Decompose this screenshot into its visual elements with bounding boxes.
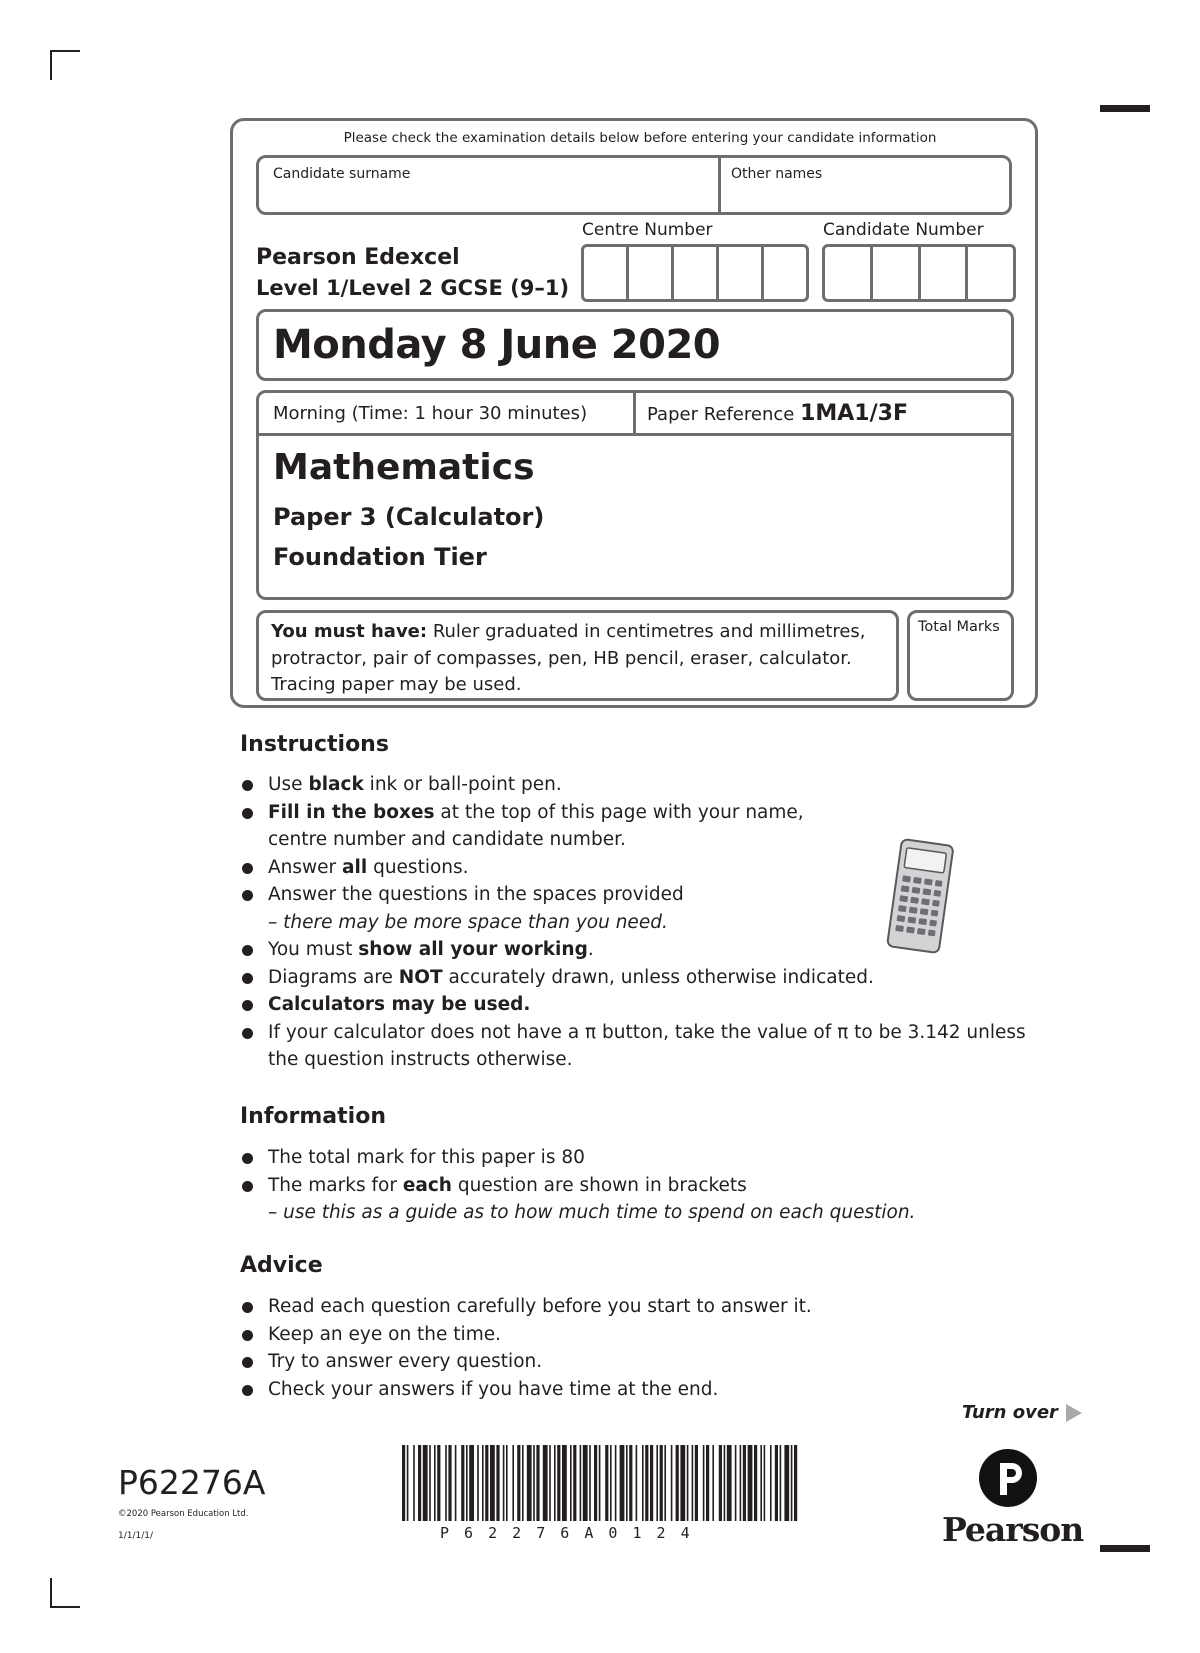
barcode-bar (671, 1445, 673, 1521)
barcode-bar (724, 1445, 726, 1521)
advice-title: Advice (240, 1253, 323, 1278)
other-names-field[interactable]: Other names (731, 166, 823, 182)
tier-title: Foundation Tier (273, 543, 487, 571)
centre-number-digit[interactable] (584, 247, 629, 299)
centre-number-digit[interactable] (674, 247, 719, 299)
barcode-bar (706, 1445, 709, 1521)
barcode-bar (620, 1445, 625, 1521)
crop-mark-bottom-left-h (50, 1606, 80, 1608)
barcode-bar (605, 1445, 608, 1521)
crop-mark-top-left-v (50, 50, 52, 80)
barcode-bar (650, 1445, 653, 1521)
barcode-bar (485, 1445, 488, 1521)
barcode-bar (615, 1445, 617, 1521)
exam-session: Morning (Time: 1 hour 30 minutes) (273, 403, 588, 424)
barcode-bar (712, 1445, 714, 1521)
list-item-continued: – use this as a guide as to how much time to spend on each question. (268, 1202, 916, 1223)
pearson-wordmark: Pearson (942, 1510, 1084, 1549)
list-item: Try to answer every question. (242, 1348, 812, 1376)
must-have-text (271, 619, 866, 699)
barcode-bar (503, 1445, 505, 1521)
must-have-box (256, 610, 899, 701)
must-have-line1: Ruler graduated in centimetres and millimetres, (427, 621, 866, 642)
barcode-bar (642, 1445, 644, 1521)
date-box (256, 309, 1014, 381)
barcode-bar (461, 1445, 464, 1521)
information-title: Information (240, 1104, 386, 1129)
barcode-bar (477, 1445, 479, 1521)
barcode-bar (413, 1445, 415, 1521)
turn-over (962, 1402, 1082, 1423)
exam-date: Monday 8 June 2020 (273, 322, 721, 368)
barcode-bar (557, 1445, 560, 1521)
list-item: Read each question carefully before you start to answer it. (242, 1293, 812, 1321)
name-box-divider (718, 158, 721, 212)
list-item: The total mark for this paper is 80 (242, 1144, 915, 1172)
barcode-bar (664, 1445, 666, 1521)
barcode-bar (794, 1445, 797, 1521)
candidate-number-boxes[interactable] (822, 244, 1016, 302)
barcode-bar (727, 1445, 732, 1521)
barcode-bar (599, 1445, 601, 1521)
crop-mark-bottom-left-v (50, 1578, 52, 1608)
barcode-bar (448, 1445, 451, 1521)
barcode-bar (423, 1445, 428, 1521)
centre-number-label: Centre Number (582, 220, 713, 240)
barcode-bar (490, 1445, 495, 1521)
candidate-number-digit[interactable] (968, 247, 1013, 299)
barcode-bar (791, 1445, 793, 1521)
barcode-bar (636, 1445, 638, 1521)
barcode-bar (703, 1445, 705, 1521)
barcode-bar (482, 1445, 484, 1521)
list-item: Keep an eye on the time. (242, 1321, 812, 1349)
barcode-bar (580, 1445, 582, 1521)
barcode-bar (680, 1445, 685, 1521)
must-have-line2: protractor, pair of compasses, pen, HB pencil, eraser, calculator. (271, 647, 852, 669)
barcode-bar (775, 1445, 778, 1521)
arrow-right-icon (1066, 1404, 1082, 1422)
barcode (402, 1445, 800, 1521)
list-item: Answer all questions. (242, 854, 1026, 882)
list-item: You must show all your working. (242, 936, 1026, 964)
barcode-bar (626, 1445, 628, 1521)
paper-title: Paper 3 (Calculator) (273, 503, 545, 531)
barcode-bar (740, 1445, 742, 1521)
list-item-continued: – there may be more space than you need. (268, 911, 668, 933)
barcode-bar (570, 1445, 572, 1521)
candidate-number-digit[interactable] (825, 247, 873, 299)
barcode-bar (687, 1445, 689, 1521)
barcode-bar (512, 1445, 514, 1521)
centre-number-boxes[interactable] (581, 244, 809, 302)
barcode-bar (506, 1445, 508, 1521)
barcode-bar (466, 1445, 468, 1521)
paper-code: P62276A (118, 1463, 266, 1502)
paper-reference-label: Paper Reference (647, 404, 795, 425)
barcode-bar (656, 1445, 658, 1521)
paper-reference-code: 1MA1/3F (800, 401, 908, 426)
barcode-bar (594, 1445, 597, 1521)
information-list (242, 1144, 915, 1227)
barcode-bar (589, 1445, 591, 1521)
total-marks-label: Total Marks (918, 619, 1000, 635)
centre-number-digit[interactable] (764, 247, 806, 299)
candidate-number-digit[interactable] (921, 247, 969, 299)
barcode-bar (660, 1445, 663, 1521)
barcode-bar (543, 1445, 548, 1521)
advice-list (242, 1293, 812, 1403)
list-item: Check your answers if you have time at the end. (242, 1376, 812, 1404)
turn-over-label: Turn over (962, 1402, 1058, 1423)
paper-reference (647, 401, 908, 426)
candidate-number-digit[interactable] (873, 247, 921, 299)
list-item-continued: centre number and candidate number. (268, 829, 626, 850)
barcode-bar (780, 1445, 782, 1521)
centre-number-digit[interactable] (719, 247, 764, 299)
barcode-bar (719, 1445, 722, 1521)
barcode-bar (445, 1445, 447, 1521)
name-box (256, 155, 1012, 215)
exam-level: Level 1/Level 2 GCSE (9–1) (256, 276, 570, 300)
barcode-bar (743, 1445, 746, 1521)
list-item: Calculators may be used. (242, 991, 1026, 1019)
barcode-bar (455, 1445, 457, 1521)
barcode-bar (536, 1445, 539, 1521)
barcode-bar (645, 1445, 648, 1521)
barcode-bar (695, 1445, 698, 1521)
list-item: The marks for each question are shown in brackets (242, 1172, 915, 1200)
registration-bar-top (1100, 105, 1150, 112)
barcode-bar (437, 1445, 440, 1521)
barcode-bar (748, 1445, 753, 1521)
candidate-surname-field[interactable]: Candidate surname (273, 166, 411, 182)
barcode-bar (418, 1445, 421, 1521)
calculator-icon (880, 838, 960, 958)
barcode-text: P 6 2 2 7 6 A 0 1 2 4 (440, 1524, 693, 1542)
barcode-bar (549, 1445, 551, 1521)
pearson-logo-icon (978, 1448, 1038, 1508)
total-marks-box (907, 610, 1014, 701)
barcode-bar (402, 1445, 405, 1521)
barcode-bar (610, 1445, 612, 1521)
subject-title: Mathematics (273, 447, 535, 488)
candidate-number-label: Candidate Number (823, 220, 984, 240)
barcode-bar (554, 1445, 556, 1521)
list-item: Answer the questions in the spaces provided (242, 881, 1026, 909)
list-item: Fill in the boxes at the top of this page with your name, (242, 799, 1026, 827)
session-divider-v (633, 393, 636, 433)
barcode-bar (429, 1445, 431, 1521)
barcode-bar (760, 1445, 762, 1521)
barcode-bar (496, 1445, 499, 1521)
must-have-label: You must have: (271, 621, 428, 642)
barcode-bar (735, 1445, 737, 1521)
barcode-bar (676, 1445, 679, 1521)
barcode-bar (434, 1445, 436, 1521)
barcode-bar (517, 1445, 520, 1521)
barcode-bar (522, 1445, 524, 1521)
centre-number-digit[interactable] (629, 247, 674, 299)
list-item-continued: the question instructs otherwise. (268, 1049, 573, 1070)
copyright: ©2020 Pearson Education Ltd. (118, 1509, 249, 1519)
barcode-bar (764, 1445, 766, 1521)
barcode-bar (527, 1445, 532, 1521)
registration-bar-bottom (1100, 1545, 1150, 1552)
list-item: Use black ink or ball-point pen. (242, 771, 1026, 799)
barcode-bar (583, 1445, 588, 1521)
session-divider-h (259, 433, 1011, 436)
barcode-bar (407, 1445, 409, 1521)
list-item: If your calculator does not have a π button, take the value of π to be 3.142 unless (242, 1019, 1026, 1047)
barcode-bar (784, 1445, 789, 1521)
barcode-bar (469, 1445, 474, 1521)
barcode-bar (692, 1445, 694, 1521)
paper-details-box (256, 390, 1014, 600)
version-code: 1/1/1/1/ (118, 1531, 154, 1541)
barcode-bar (770, 1445, 772, 1521)
instructions-title: Instructions (240, 732, 389, 757)
barcode-bar (629, 1445, 632, 1521)
list-item: Diagrams are NOT accurately drawn, unless otherwise indicated. (242, 964, 1026, 992)
must-have-line3: Tracing paper may be used. (271, 674, 522, 695)
barcode-bar (562, 1445, 567, 1521)
exam-board: Pearson Edexcel (256, 245, 460, 270)
barcode-bar (573, 1445, 576, 1521)
check-notice: Please check the examination details below before entering your candidate information (343, 130, 937, 146)
barcode-bar (533, 1445, 535, 1521)
crop-mark-top-left-h (50, 50, 80, 52)
barcode-bar (754, 1445, 757, 1521)
